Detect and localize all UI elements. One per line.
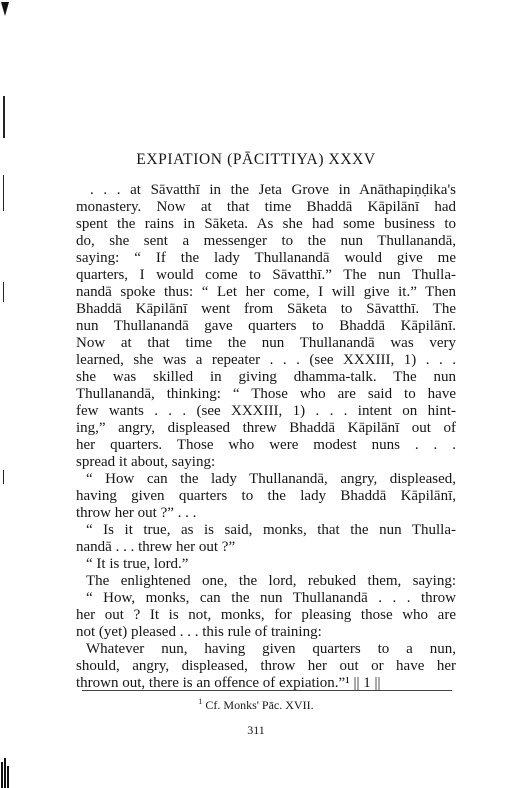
footnote-marker: 1 (198, 697, 203, 706)
text-line: she was skilled in giving dhamma-talk. The nun (76, 369, 456, 385)
text-line: Thullanandā, thinking: “ Those who are said to have (76, 386, 456, 402)
scan-edge-line (3, 470, 4, 484)
text-line: thrown out, there is an offence of expiation.”¹ || 1 || (76, 675, 381, 691)
scan-artifact-bottom (0, 756, 10, 788)
text-line: “ How can the lady Thullanandā, angry, displeased, (86, 471, 456, 487)
page-number: 311 (247, 723, 265, 737)
footnote (0, 697, 512, 713)
text-line: saying: “ If the lady Thullanandā would give me (76, 250, 456, 266)
text-line: Whatever nun, having given quarters to a nun, (86, 641, 456, 657)
text-line: “ How, monks, can the nun Thullanandā . . . throw (86, 590, 456, 606)
text-line: spent the rains in Sāketa. As she had some business to (76, 216, 456, 232)
text-line: Bhaddā Kāpilānī went from Sāketa to Sāvatthī. The (76, 301, 456, 317)
text-line: spread it about, saying: (76, 454, 216, 470)
text-line: throw her out ?” . . . (76, 505, 197, 521)
scan-artifact-top (0, 0, 8, 18)
scan-edge-line (3, 96, 5, 138)
text-line: monastery. Now at that time Bhaddā Kāpilānī had (76, 199, 456, 215)
text-line: ing,” angry, displeased threw Bhaddā Kāpilānī out of (76, 420, 456, 436)
text-line: nun Thullanandā gave quarters to Bhaddā Kāpilānī. (76, 318, 456, 334)
text-line: not (yet) pleased . . . this rule of training: (76, 624, 322, 640)
text-line: quarters, I would come to Sāvatthī.” The nun Thulla- (76, 267, 456, 283)
text-line: nandā . . . threw her out ?” (76, 539, 236, 555)
text-line: few wants . . . (see XXXIII, 1) . . . intent on hint- (76, 403, 456, 419)
text-line: should, angry, displeased, throw her out or have her (76, 658, 456, 674)
text-line: “ Is it true, as is said, monks, that the nun Thulla- (86, 522, 456, 538)
text-line: her out ? It is not, monks, for pleasing those who are (76, 607, 456, 623)
footnote-divider (82, 690, 452, 691)
scan-edge-line (3, 282, 4, 302)
text-line: nandā spoke thus: “ Let her come, I will give it.” Then (76, 284, 456, 300)
chapter-heading: EXPIATION (PĀCITTIYA) XXXV (136, 151, 376, 168)
text-line: do, she sent a messenger to the nun Thullanandā, (76, 233, 456, 249)
text-line: The enlightened one, the lord, rebuked them, saying: (86, 573, 456, 589)
text-line: having given quarters to the lady Bhaddā Kāpilānī, (76, 488, 456, 504)
text-line: learned, she was a repeater . . . (see XXXIII, 1) . . . (76, 352, 456, 368)
text-line: . . . at Sāvatthī in the Jeta Grove in Anāthapiṇḍika's (90, 182, 456, 198)
scan-edge-line (3, 175, 4, 211)
text-line: “ It is true, lord.” (86, 556, 189, 572)
text-line: her quarters. Those who were modest nuns . . . (76, 437, 456, 453)
footnote-text: Cf. Monks' Pāc. XVII. (205, 698, 314, 712)
text-line: Now at that time the nun Thullanandā was very (76, 335, 456, 351)
